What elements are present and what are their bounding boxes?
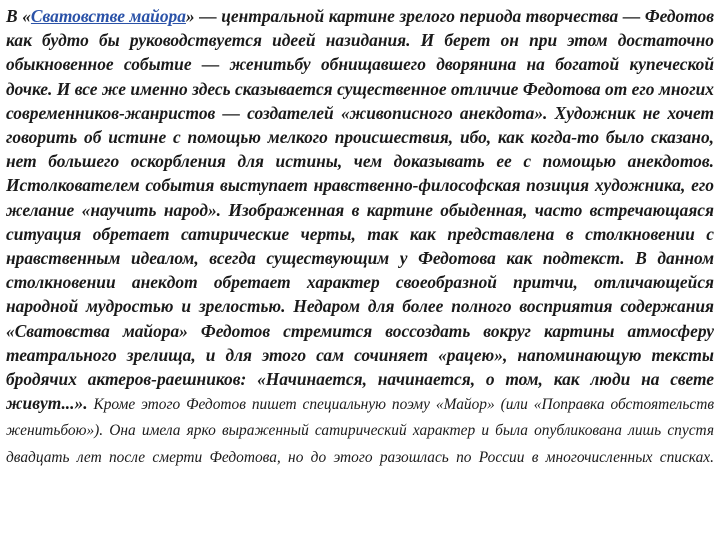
paragraph-main-text: » — центральной картине зрелого периода творчества — Федотов как будто бы руководствуется идеей назидания. И берет он при этом достаточно обыкновенное событие — женитьбу обнищавшего дворянина на богатой купеческой дочке. И все же именно здесь сказывается существенное отличие Федотова от его многих современников-жанристов — создателей «живописного анекдота». Художник не хочет говорить об истине с помощью мелкого происшествия, ибо, как когда-то было сказано, нет большего оскорбления для истины, чем доказывать ее с помощью анекдотов. Истолкователем события выступает нравственно-философская позиция художника, его желание «научить народ». Изображенная в картине обыденная, часто встречающаяся ситуация обретает сатирические черты, так как представлена в столкновении с нравственным идеалом, всегда существующим у Федотова как подтекст. В данном столкновении анекдот обретает характер своеобразной притчи, отличающейся народной мудростью и зрелостью. Недаром для более полного восприятия содержания «Сватовства майора» Федотов стремится воссоздать вокруг картины атмосферу театрального зрелища, и для этого сам сочиняет «рацею», напоминающую тексты бродячих актеров-раешников: «Начинается, начинается, о том, как люди на свете живут...». [6, 6, 714, 414]
painting-title-link[interactable]: Сватовстве майора [30, 6, 186, 26]
document-page [6, 4, 714, 470]
body-paragraph [6, 4, 714, 470]
paragraph-lead: В « [6, 6, 31, 26]
paragraph-tail-text: Кроме этого Федотов пишет специальную поэму «Майор» (или «Поправка обстоятельств женитьбою»). Она имела ярко выраженный сатирический характер и была опубликована лишь спустя двадцать лет после смерти Федотова, но до этого разошлась по России в многочисленных списках. [6, 396, 714, 466]
